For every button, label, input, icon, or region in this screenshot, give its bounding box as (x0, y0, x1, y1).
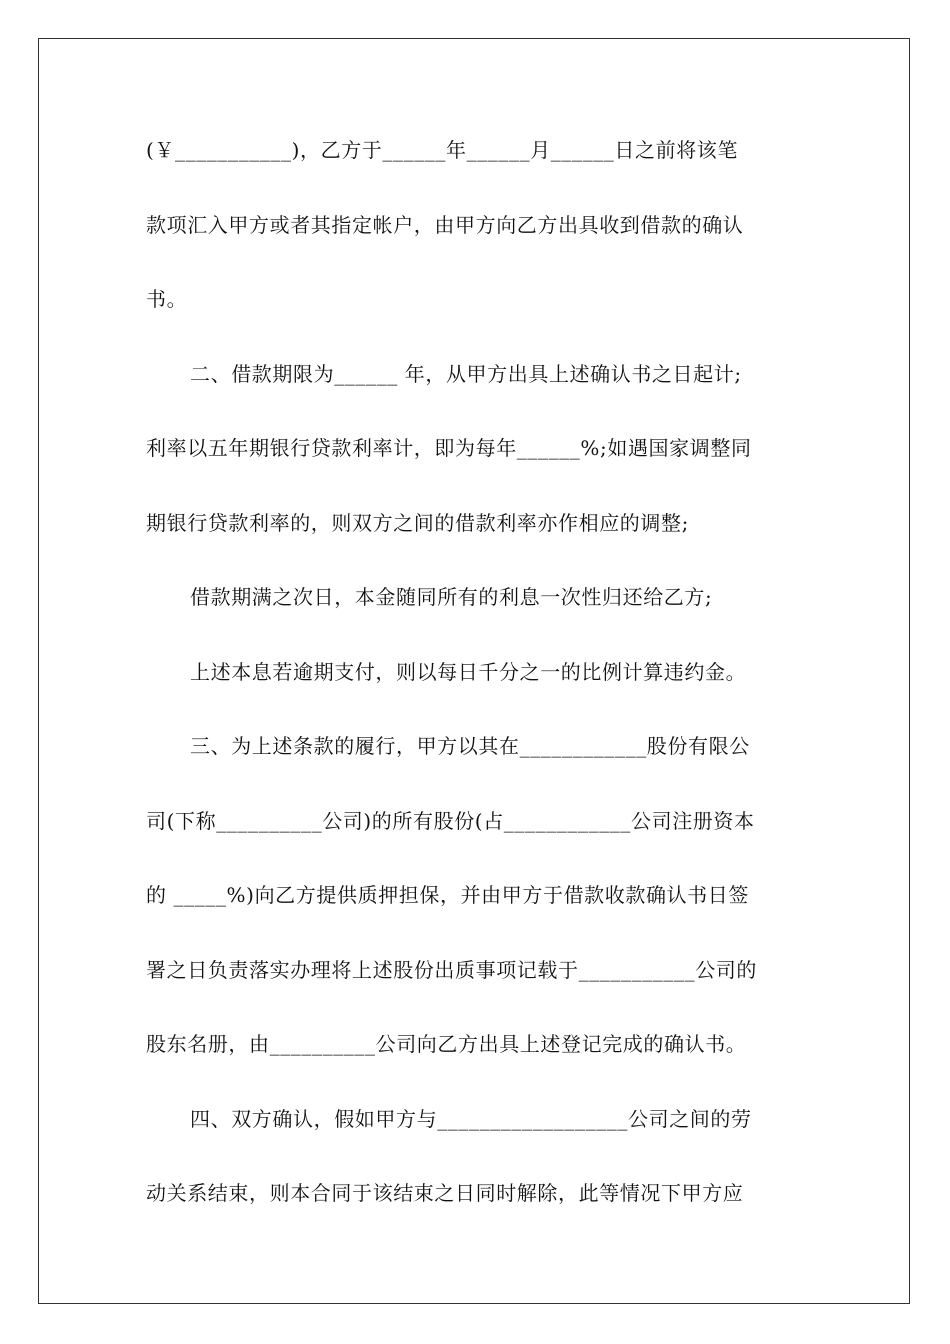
text-line: 股东名册，由__________公司向乙方出具上述登记完成的确认书。 (146, 1032, 747, 1056)
text-line: 利率以五年期银行贷款利率计，即为每年______%;如遇国家调整同 (146, 436, 752, 460)
paragraph-line: 借款期满之次日，本金随同所有的利息一次性归还给乙方; (190, 585, 713, 609)
document-body (146, 128, 806, 1246)
paragraph-line: 上述本息若逾期支付，则以每日千分之一的比例计算违约金。 (190, 659, 747, 684)
paragraph-line: 四、双方确认，假如甲方与__________________公司之间的劳 (190, 1106, 752, 1131)
paragraph-line: 三、为上述条款的履行，甲方以其在____________股份有限公 (190, 734, 750, 758)
text-line: 款项汇入甲方或者其指定帐户，由甲方向乙方出具收到借款的确认 (146, 212, 744, 237)
text-line: 的 _____%)向乙方提供质押担保，并由甲方于借款收款确认书日签 (146, 883, 749, 907)
text-line: 司(下称__________公司)的所有股份(占____________公司注册资本 (146, 808, 755, 833)
text-line: (￥___________)，乙方于______年______月______日之前将该笔 (146, 138, 739, 162)
text-line: 署之日负责落实办理将上述股份出质事项记载于___________公司的 (146, 957, 757, 982)
text-line: 期银行贷款利率的，则双方之间的借款利率亦作相应的调整; (146, 510, 689, 535)
text-line: 书。 (146, 287, 188, 311)
text-line: 动关系结束，则本合同于该结束之日同时解除，此等情况下甲方应 (146, 1181, 744, 1205)
paragraph-line: 二、借款期限为______ 年，从甲方出具上述确认书之日起计; (190, 361, 742, 386)
